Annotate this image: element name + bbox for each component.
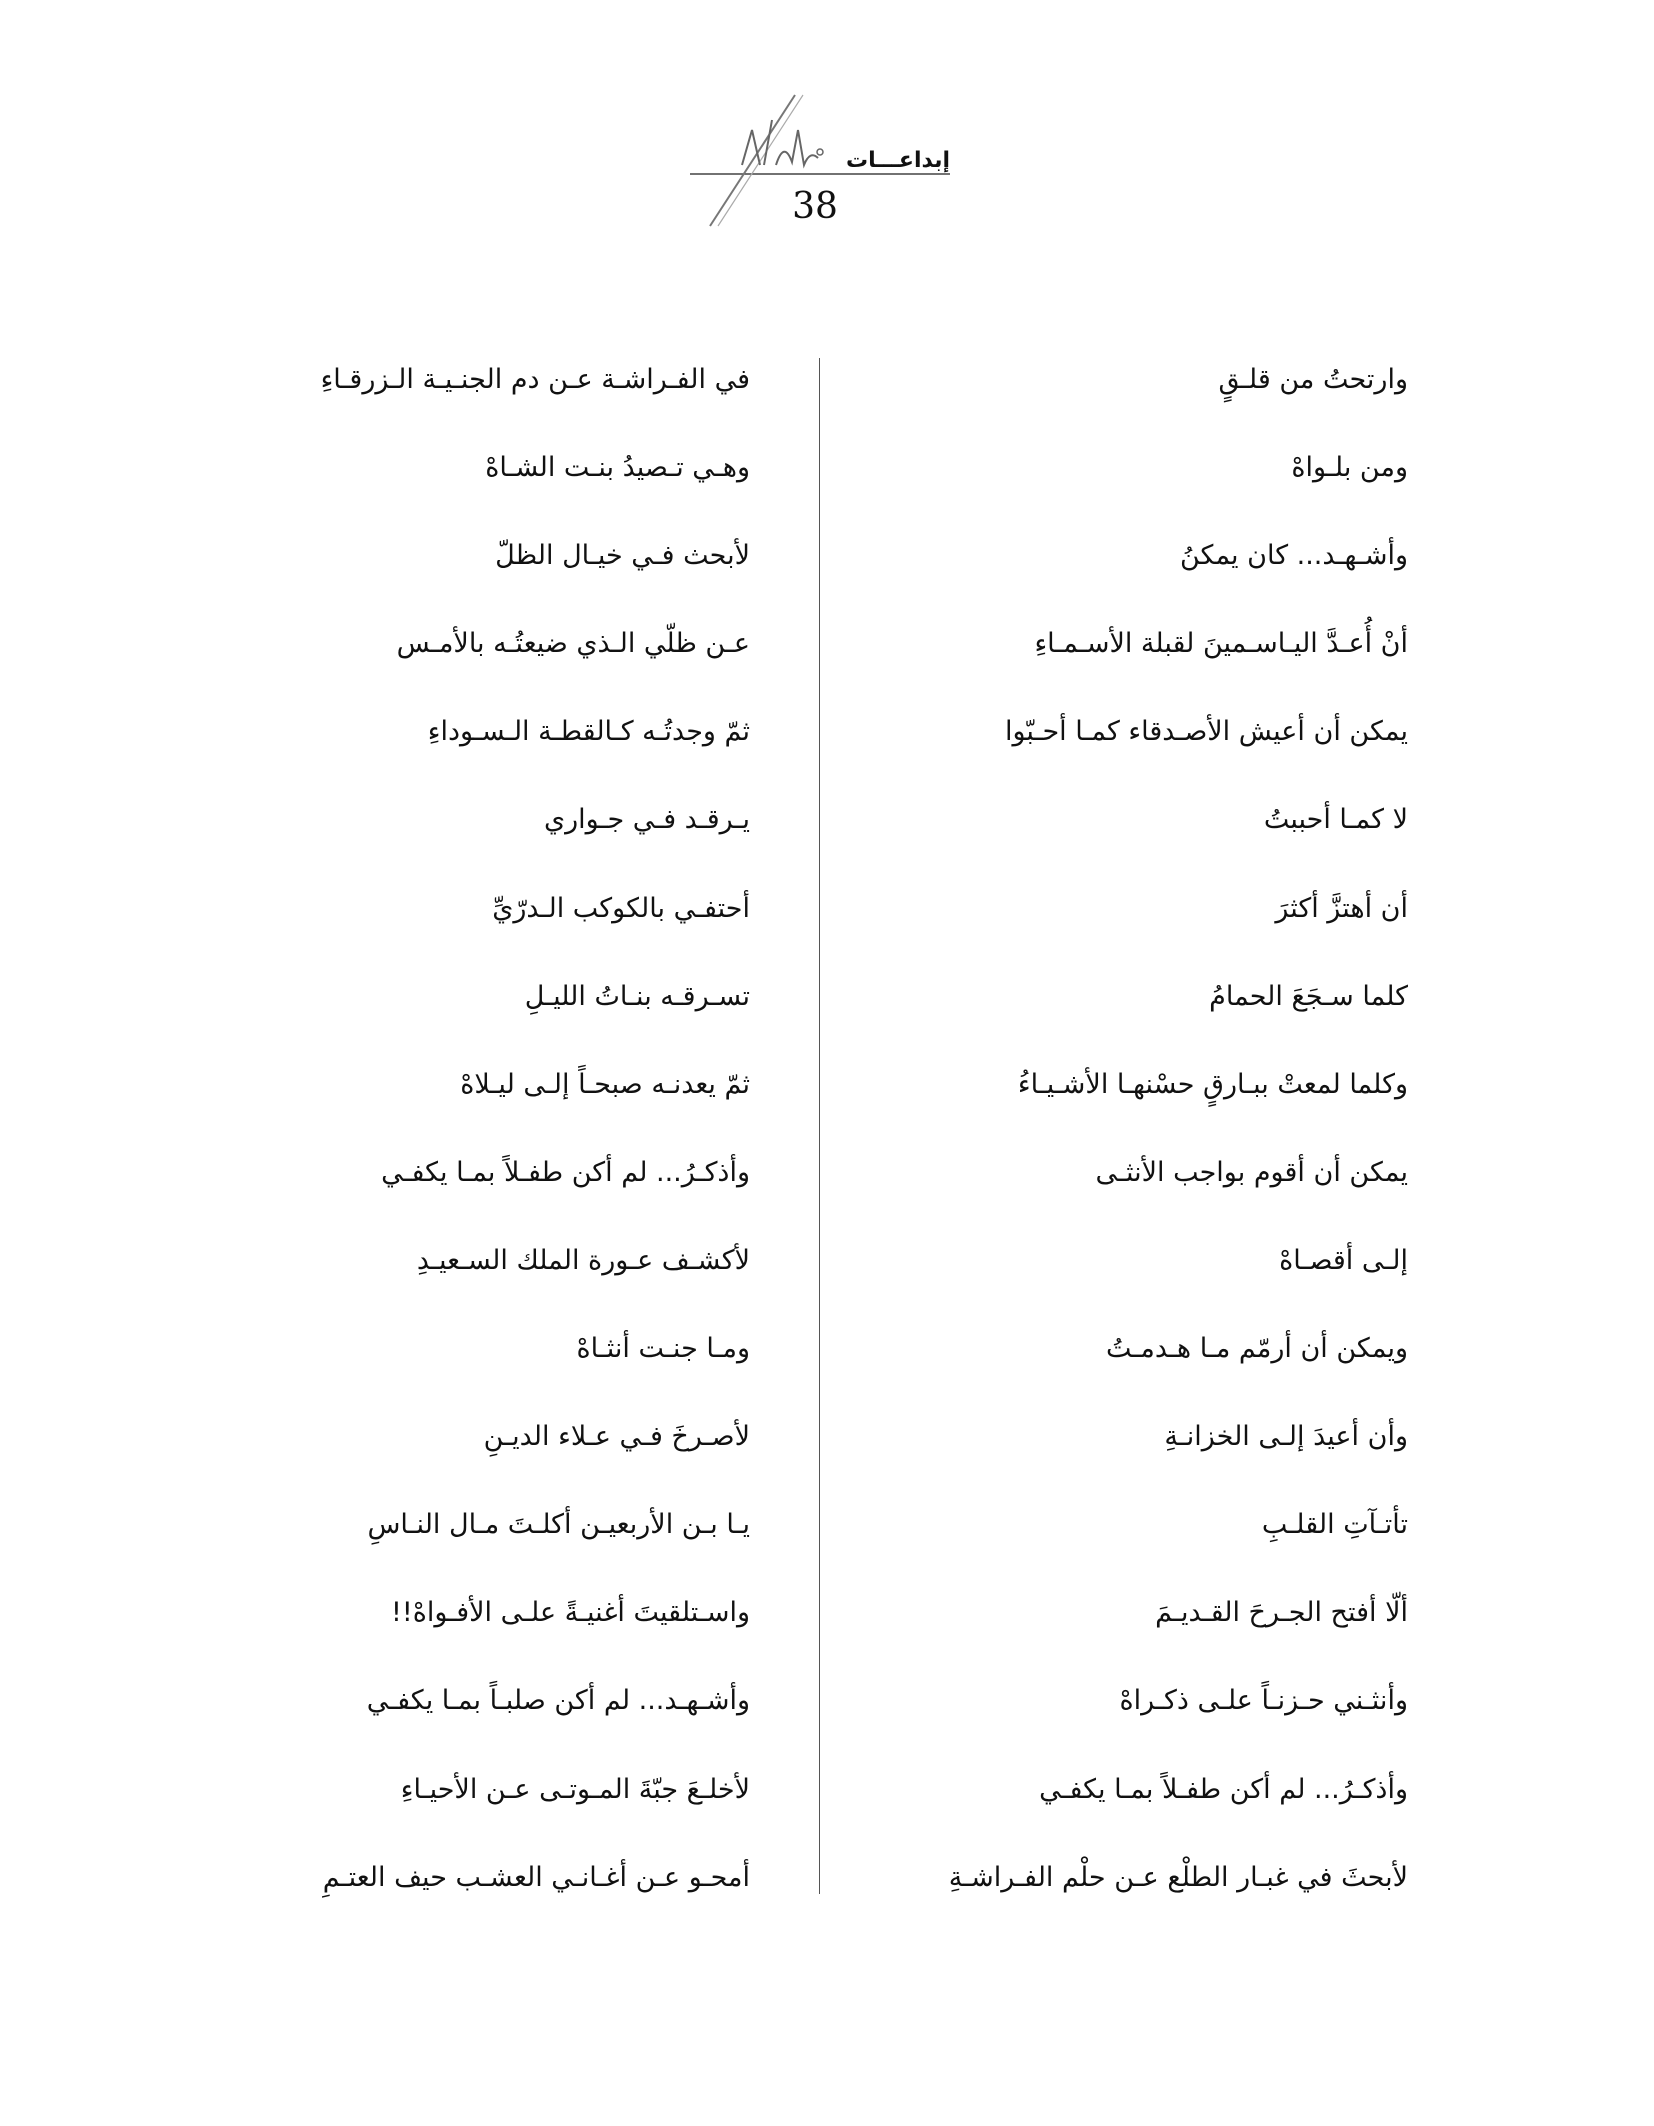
- section-label: إبداعـــات: [845, 148, 950, 173]
- verse-line: أن أهتزَّ أكثرَ: [1275, 892, 1408, 924]
- verse-line: وأنثـني حـزنـاً علـى ذكـراهْ: [1119, 1685, 1408, 1717]
- verse-line: لأبحثَ في غبـار الطلْع عـن حلْم الفـراشـةِ: [948, 1861, 1408, 1893]
- verse-line: كلما سـجَعَ الحمامُ: [1209, 980, 1408, 1012]
- verse-line: أمحـو عـن أغـانـي العشـب حيف العتـمِ: [322, 1861, 750, 1893]
- verse-line: ألّا أفتح الجـرحَ القـديـمَ: [1155, 1597, 1408, 1629]
- verse-line: وأشـهـد... كان يمكنُ: [1179, 540, 1408, 572]
- verse-line: يمكن أن أقوم بواجب الأنثـى: [1095, 1156, 1408, 1188]
- verse-line: لأخلـعَ جبّةَ المـوتـى عـن الأحيـاءِ: [400, 1773, 750, 1805]
- verse-line: وأن أعيدَ إلـى الخزانـةِ: [1164, 1421, 1408, 1453]
- verse-line: وأذكـرُ... لم أكن طفـلاً بمـا يكفـي: [1039, 1773, 1408, 1805]
- verse-line: أنْ أُعـدَّ اليـاسـمينَ لقبلة الأسـمـاءِ: [1034, 628, 1408, 660]
- verse-line: يمكن أن أعيش الأصـدقاء كمـا أحـبّوا: [1004, 716, 1408, 748]
- verse-line: لأبحث فـي خيـال الظلّ: [495, 540, 750, 572]
- verse-line: ثمّ وجدتُـه كـالقطـة الـسـوداءِ: [427, 716, 750, 748]
- verse-line: ثمّ يعدنـه صبحـاً إلـى ليـلاهْ: [460, 1068, 750, 1100]
- verse-line: ومن بلـواهْ: [1291, 452, 1408, 484]
- verse-line: تسـرقـه بنـاتُ الليـلِ: [524, 980, 750, 1012]
- verse-line: لأصـرخَ فـي عـلاء الديـنِ: [483, 1421, 750, 1453]
- verse-line: ومـا جنـت أنثـاهْ: [576, 1333, 750, 1365]
- verse-line: وأشـهـد... لم أكن صلبـاً بمـا يكفـي: [366, 1685, 750, 1717]
- column-divider: [819, 358, 820, 1894]
- verse-line: واسـتلقيتَ أغنيـةً علـى الأفـواهْ!!: [391, 1597, 750, 1629]
- verse-line: وأذكـرُ... لم أكن طفـلاً بمـا يكفـي: [381, 1156, 750, 1188]
- verse-line: وكلما لمعتْ ببـارقٍ حسْنهـا الأشـيـاءُ: [1017, 1068, 1408, 1100]
- verse-line: تأتـآتِ القلـبِ: [1261, 1509, 1408, 1541]
- verse-line: أحتفـي بالكوكب الـدرّيِّ: [492, 892, 750, 924]
- verse-line: لا كمـا أحببتُ: [1263, 804, 1408, 836]
- verse-line: ويمكن أن أرمّم مـا هـدمـتُ: [1105, 1333, 1408, 1365]
- poem-column-right: [900, 336, 1408, 1922]
- magazine-header: [680, 90, 980, 240]
- verse-line: يـرقـد فـي جـواري: [543, 804, 750, 836]
- verse-line: في الفـراشـة عـن دم الجنـيـة الـزرقـاءِ: [320, 364, 750, 395]
- verse-line: عـن ظلّي الـذي ضيعتُـه بالأمـس: [396, 628, 750, 660]
- verse-line: لأكشـف عـورة الملك السـعيـدِ: [416, 1244, 750, 1276]
- verse-line: إلـى أقصـاهْ: [1279, 1244, 1408, 1276]
- page-number: 38: [792, 186, 838, 227]
- verse-line: يـا بـن الأربعيـن أكلـتَ مـال النـاسِ: [367, 1509, 750, 1541]
- verse-line: وهـي تـصيدُ بنـت الشـاهْ: [485, 452, 750, 484]
- poem-column-left: [300, 336, 750, 1922]
- verse-line: وارتحتُ من قلـقٍ: [1218, 364, 1408, 395]
